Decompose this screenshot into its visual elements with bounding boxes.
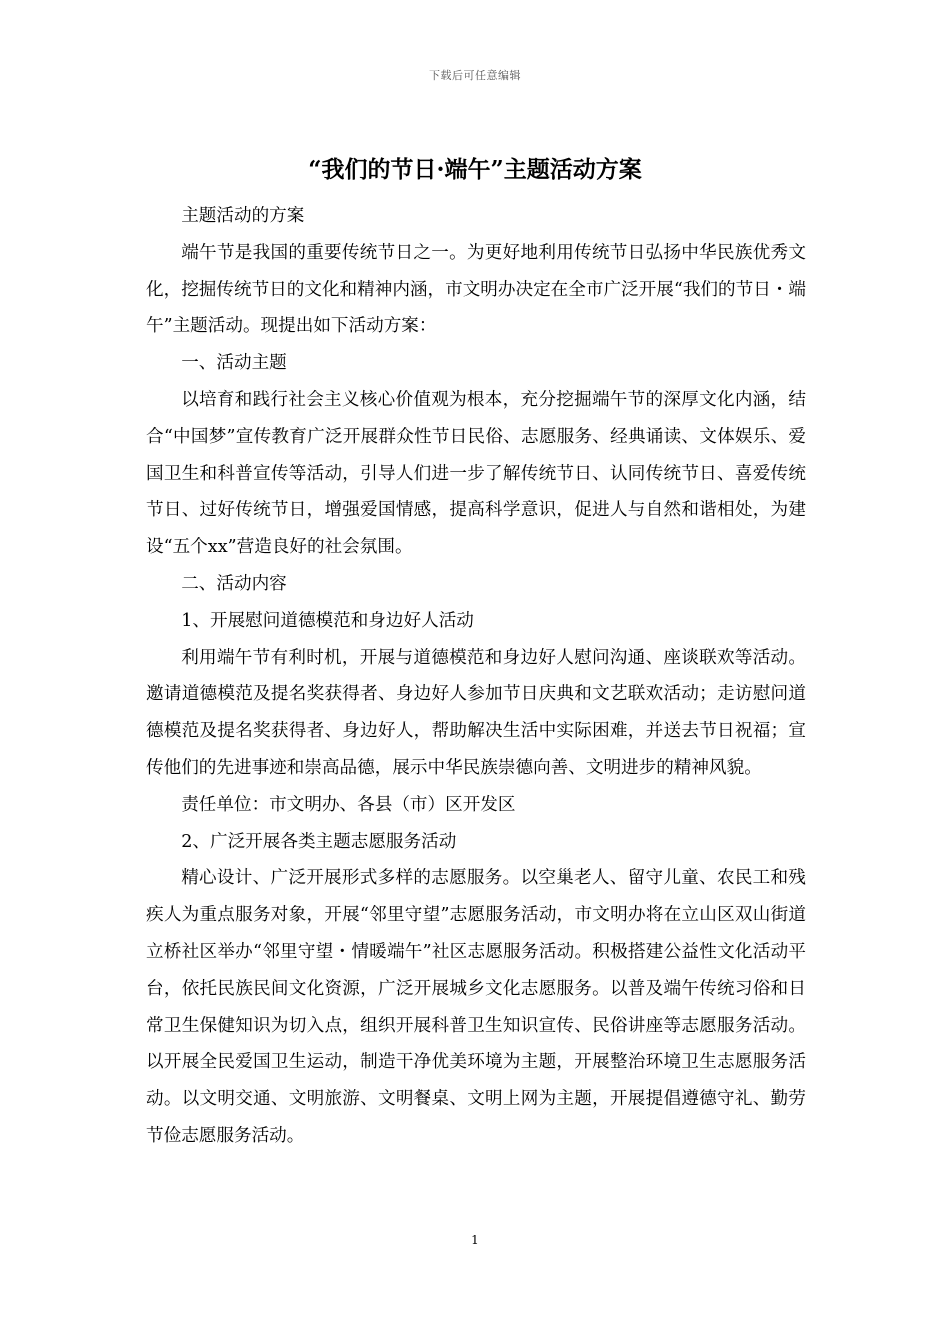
section-heading-theme: 一、活动主题 (181, 353, 287, 374)
item-heading-2: 2、广泛开展各类主题志愿服务活动 (181, 831, 457, 852)
responsible-unit: 责任单位：市文明办、各县（市）区开发区 (181, 794, 516, 815)
document-title: “我们的节日·端午”主题活动方案 (308, 156, 642, 183)
theme-paragraph: 以培育和践行社会主义核心价值观为根本，充分挖掘端午节的深厚文化内涵，结合“中国梦”宣传教育广泛开展群众性节日民俗、志愿服务、经典诵读、文体娱乐、爱国卫生和科普宣传等活动，引导人们进一步了解传统节日、认同传统节日、喜爱传统节日、过好传统节日，增强爱国情感，提高科学意识，促进人与自然和谐相处，为建设“五个xx”营造良好的社会氛围。 (146, 389, 806, 558)
section-heading-content: 二、活动内容 (181, 573, 287, 594)
page-number: 1 (471, 1233, 479, 1247)
item-heading-1: 1、开展慰问道德模范和身边好人活动 (181, 610, 474, 631)
item-2-paragraph: 精心设计、广泛开展形式多样的志愿服务。以空巢老人、留守儿童、农民工和残疾人为重点服务对象，开展“邻里守望”志愿服务活动，市文明办将在立山区双山街道立桥社区举办“邻里守望・情暖端午”社区志愿服务活动。积极搭建公益性文化活动平台，依托民族民间文化资源，广泛开展城乡文化志愿服务。以普及端午传统习俗和日常卫生保健知识为切入点，组织开展科普卫生知识宣传、民俗讲座等志愿服务活动。以开展全民爱国卫生运动，制造干净优美环境为主题，开展整治环境卫生志愿服务活动。以文明交通、文明旅游、文明餐桌、文明上网为主题，开展提倡遵德守礼、勤劳节俭志愿服务活动。 (146, 868, 806, 1146)
document-body (146, 198, 806, 1155)
intro-paragraph: 端午节是我国的重要传统节日之一。为更好地利用传统节日弘扬中华民族优秀文化，挖掘传统节日的文化和精神内涵，市文明办决定在全市广泛开展“我们的节日・端午”主题活动。现提出如下活动方案： (146, 242, 806, 337)
item-1-paragraph: 利用端午节有利时机，开展与道德模范和身边好人慰问沟通、座谈联欢等活动。邀请道德模范及提名奖获得者、身边好人参加节日庆典和文艺联欢活动；走访慰问道德模范及提名奖获得者、身边好人，帮助解决生活中实际困难，并送去节日祝福；宣传他们的先进事迹和崇高品德，展示中华民族崇德向善、文明进步的精神风貌。 (146, 647, 806, 778)
header-note: 下载后可任意编辑 (429, 69, 521, 82)
subtitle-paragraph: 主题活动的方案 (181, 206, 305, 226)
